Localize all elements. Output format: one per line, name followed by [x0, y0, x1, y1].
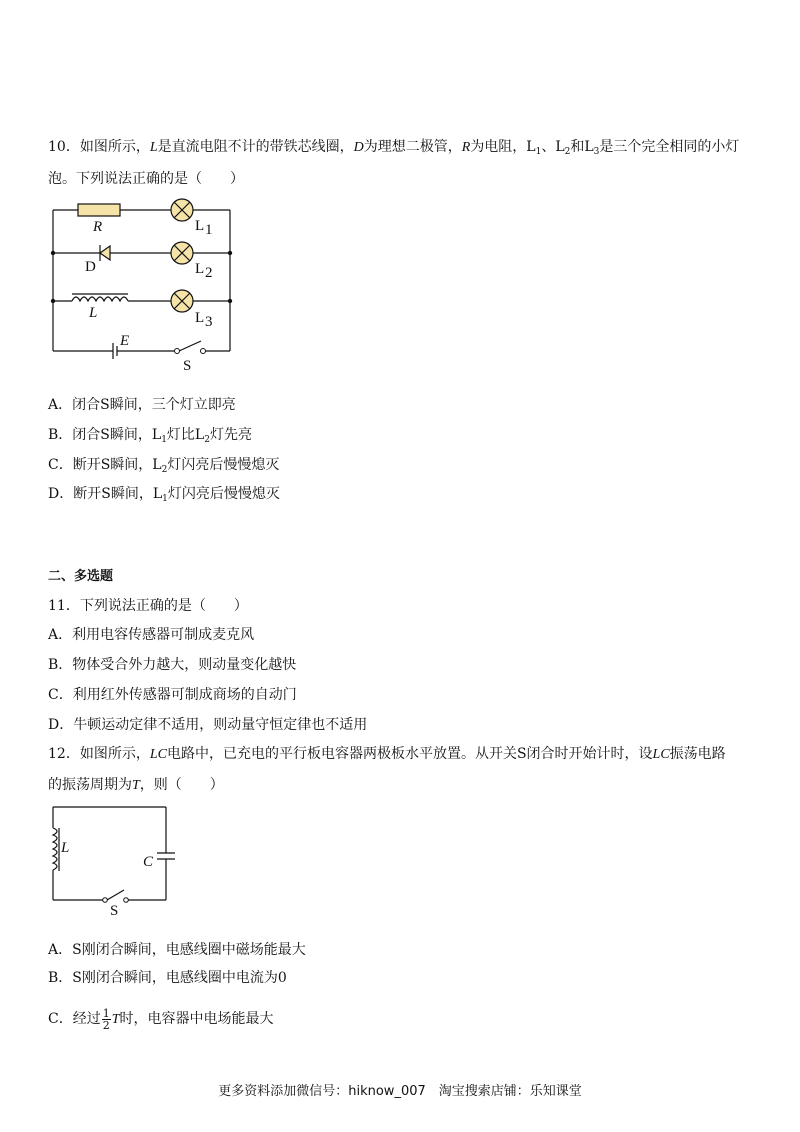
q12-symbol-LC: LC [652, 747, 670, 762]
q12-text: 的振荡周期为 [48, 777, 132, 793]
q12-symbol-T: T [111, 1012, 120, 1027]
q12-symbol-T: T [132, 778, 140, 793]
q10-option-d-text: D．断开S瞬间，L [48, 486, 163, 502]
q10-option-c-text: C．断开S瞬间，L [48, 457, 162, 473]
q12-lc-circuit-diagram [48, 804, 188, 919]
q10-text: 为电阻，L [470, 139, 536, 155]
fig-label-L1: L [195, 218, 205, 234]
q11-option-c: C．利用红外传感器可制成商场的自动门 [48, 687, 297, 703]
q12-text: ，则（ ） [139, 777, 224, 793]
q10-stem-line1 [48, 137, 739, 162]
fig-label-D: D [85, 259, 96, 275]
fig-label-L3-sub: 3 [205, 314, 213, 330]
q11-stem: 11．下列说法正确的是（ ） [48, 598, 248, 614]
fig-label-S: S [183, 358, 192, 374]
subscript: 1 [162, 494, 168, 504]
subscript: 2 [161, 465, 168, 475]
q11-option-a: A．利用电容传感器可制成麦克风 [48, 627, 255, 643]
q12-option-a: A．S刚闭合瞬间，电感线圈中磁场能最大 [48, 942, 306, 958]
subscript: 2 [204, 435, 210, 445]
q10-option-b-text: B．闭合S瞬间，L [48, 427, 162, 443]
q12-text: 振荡电路 [669, 746, 726, 762]
q10-option-d-text: 灯闪亮后慢慢熄灭 [167, 486, 280, 502]
q10-text: 是直流电阻不计的带铁芯线圈， [157, 139, 354, 155]
q10-stem-line2: 泡。下列说法正确的是（ ） [48, 171, 244, 187]
fig-label-S: S [110, 903, 119, 919]
q12-option-c [48, 1005, 274, 1034]
q10-symbol-D: D [353, 140, 364, 155]
q10-text: 为理想二极管， [363, 139, 462, 155]
q12-text: 电路中，已充电的平行板电容器两极板水平放置。从开关S闭合时开始计时，设 [166, 746, 653, 762]
subscript: 1 [161, 435, 167, 445]
q10-option-c-text: 灯闪亮后慢慢熄灭 [167, 457, 280, 473]
q10-text: 是三个完全相同的小灯 [599, 139, 740, 155]
q10-option-c [48, 455, 279, 480]
q12-option-b: B．S刚闭合瞬间，电感线圈中电流为0 [48, 970, 287, 986]
q10-option-d [48, 484, 280, 509]
q10-text: 、L [541, 139, 565, 155]
subscript: 3 [593, 147, 600, 157]
q10-symbol-R: R [461, 140, 471, 155]
q10-option-b-text: 灯比L [166, 427, 205, 443]
q12-stem-line2 [48, 775, 224, 796]
q10-text: 和L [570, 139, 594, 155]
q11-option-d: D．牛顿运动定律不适用，则动量守恒定律也不适用 [48, 717, 368, 733]
q10-text: 如图所示， [79, 139, 150, 155]
page-footer: 更多资料添加微信号：hiknow_007 淘宝搜索店铺：乐知课堂 [218, 1084, 582, 1099]
fig-label-C: C [143, 854, 154, 870]
q11-option-b: B．物体受合外力越大，则动量变化越快 [48, 657, 297, 673]
q12-text: 12．如图所示， [48, 746, 150, 762]
fraction-denominator: 2 [102, 1018, 110, 1032]
subscript: 2 [564, 147, 571, 157]
q12-stem-line1 [48, 744, 726, 765]
q12-option-c-text: C．经过 [48, 1011, 101, 1027]
subscript: 1 [535, 147, 542, 157]
q10-circuit-diagram [45, 198, 245, 373]
fraction-numerator: 1 [102, 1006, 110, 1020]
q10-option-b [48, 425, 252, 450]
fig-label-L: L [61, 840, 70, 856]
fig-label-L2: L [195, 261, 205, 277]
q10-symbol-L: L [149, 140, 158, 155]
section-heading-multiple-choice: 二、多选题 [48, 569, 114, 584]
fig-label-L2-sub: 2 [205, 265, 213, 281]
q10-option-b-text: 灯先亮 [209, 427, 252, 443]
fig-label-L1-sub: 1 [205, 222, 213, 238]
fraction-one-half [102, 1008, 111, 1031]
q12-option-c-text: 时，电容器中电场能最大 [119, 1011, 274, 1027]
q12-symbol-LC: LC [149, 747, 167, 762]
q10-number: 10． [48, 139, 80, 155]
fig-label-R: R [93, 219, 103, 235]
fig-label-L: L [89, 305, 98, 321]
fig-label-L3: L [195, 310, 205, 326]
q10-option-a: A．闭合S瞬间，三个灯立即亮 [48, 397, 236, 413]
fig-label-E: E [120, 333, 130, 349]
